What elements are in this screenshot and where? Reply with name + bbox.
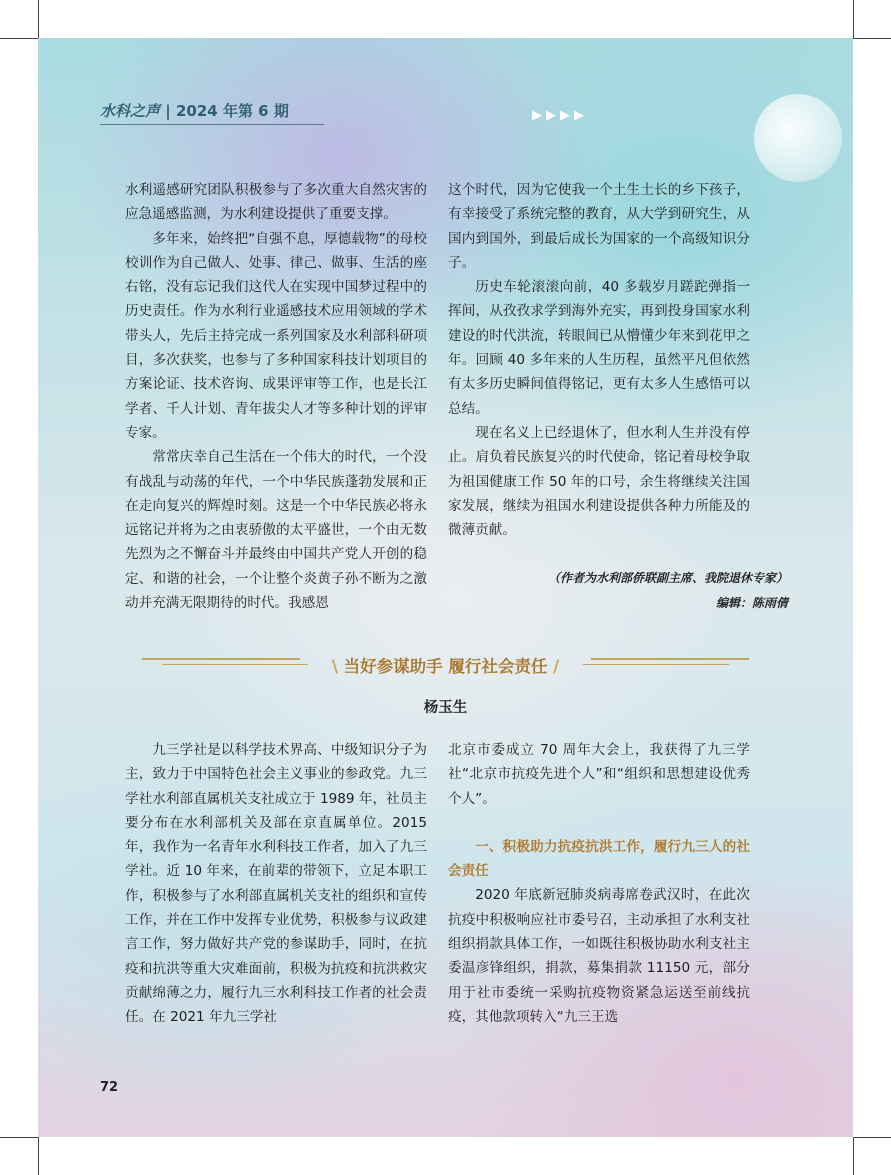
title-slash-left-decoration: \ <box>331 657 344 676</box>
moon-decoration <box>754 94 842 182</box>
crop-mark <box>38 0 39 38</box>
crop-mark <box>853 0 854 38</box>
header-separator: | <box>165 102 171 120</box>
article2-left-column <box>125 738 427 1030</box>
paragraph: 常常庆幸自己生活在一个伟大的时代，一个没有战乱与动荡的年代，一个中华民族蓬勃发展和正在走向复兴的辉煌时刻。这是一个中华民族必将永远铭记并将为之由衷骄傲的太平盛世，一个由无数先烈为之不懈奋斗并最终由中国共产党人开创的稳定、和谐的社会，一个让整个炎黄子孙不断为之激动并充满无限期待的时代。我感恩 <box>125 449 427 612</box>
crop-mark <box>38 1137 39 1175</box>
magazine-page <box>38 38 853 1137</box>
paragraph: 多年来，始终把“自强不息，厚德载物”的母校校训作为自己做人、处事、律己、做事、生活的座右铭，没有忘记我们这代人在实现中国梦过程中的历史责任。作为水利行业遥感技术应用领域的学术带头人，先后主持完成一系列国家及水利部科研项目，多次获奖，也参与了多种国家科技计划项目的方案论证、技术咨询、成果评审等工作，也是长江学者、千人计划、青年拔尖人才等多种计划的评审专家。 <box>125 230 427 441</box>
paragraph: 这个时代，因为它使我一个土生土长的乡下孩子，有幸接受了系统完整的教育，从大学到研究生，从国内到国外，到最后成长为国家的一个高级知识分子。 <box>448 182 750 271</box>
running-header <box>100 100 324 125</box>
spacer <box>448 811 750 835</box>
paragraph: 九三学社是以科学技术界高、中级知识分子为主，致力于中国特色社会主义事业的参政党。九三学社水利部直属机关支社成立于 1989 年，社员主要分布在水利部机关及部在京直属单位。2015 年，我作为一名青年水利科技工作者，加入了九三学社。近 10 年来，在前辈的带领下，立足本职工作，积极参与了水利部直属机关支社的组织和宣传工作，并在工作中发挥专业优势，积极参与议政建言工作，努力做好共产党的参谋助手，同时，在抗疫和抗洪等重大灾难面前，积极为抗疫和抗洪救灾贡献绵薄之力，履行九三水利科技工作者的社会责任。在 2021 年九三学社 <box>125 742 427 1026</box>
paragraph: 水利遥感研究团队积极参与了多次重大自然灾害的应急遥感监测，为水利建设提供了重要支撑。 <box>125 182 427 223</box>
article-title-text: 当好参谋助手 履行社会责任 <box>343 657 548 676</box>
article-author: 杨玉生 <box>423 700 468 716</box>
author-note: （作者为水利部侨联副主席、我院退休专家） <box>547 571 788 585</box>
issue-label: 2024 年第 6 期 <box>175 102 289 120</box>
crop-mark <box>853 1137 891 1138</box>
crop-mark <box>853 38 891 39</box>
title-slash-right-decoration: / <box>553 657 560 676</box>
crop-mark <box>0 1137 38 1138</box>
paragraph: 历史车轮滚滚向前，40 多载岁月蹉跎弹指一挥间，从孜孜求学到海外充实，再到投身国家水利建设的时代洪流，转眼间已从懵懂少年来到花甲之年。回顾 40 多年来的人生历程，虽然平凡但依然有太多历史瞬间值得铭记，更有太多人生感悟可以总结。 <box>448 279 750 417</box>
paragraph: 现在名义上已经退休了，但水利人生并没有停止。肩负着民族复兴的时代使命，铭记着母校争取为祖国健康工作 50 年的口号，余生将继续关注国家发展，继续为祖国水利建设提供各种力所能及的微薄贡献。 <box>448 424 750 539</box>
arrow-decoration: ▶▶▶▶ <box>532 108 588 123</box>
article1-right-column <box>448 178 750 542</box>
article1-left-column <box>125 178 427 615</box>
crop-mark <box>0 38 38 39</box>
section-heading: 一、积极助力抗疫抗洪工作，履行九三人的社会责任 <box>448 838 750 880</box>
page-number: 72 <box>100 1080 119 1095</box>
magazine-name: 水科之声 <box>100 102 161 120</box>
paragraph: 2020 年底新冠肺炎病毒席卷武汉时，在此次抗疫中积极响应社市委号召，主动承担了水利支社组织捐款具体工作，一如既往积极协助水利支社主委温彦锋组织，捐款，募集捐款 11150 元，部分用于社市委统一采购抗疫物资紧急运送至前线抗疫，其他款项转入“九三王选 <box>448 887 750 1025</box>
article-title <box>38 653 853 677</box>
paragraph: 北京市委成立 70 周年大会上，我获得了九三学社“北京市抗疫先进个人”和“组织和思想建设优秀个人”。 <box>448 742 750 807</box>
crop-mark <box>853 1137 854 1175</box>
article2-right-column <box>448 738 750 1029</box>
editor-credit: 编辑：陈雨倩 <box>715 596 788 610</box>
